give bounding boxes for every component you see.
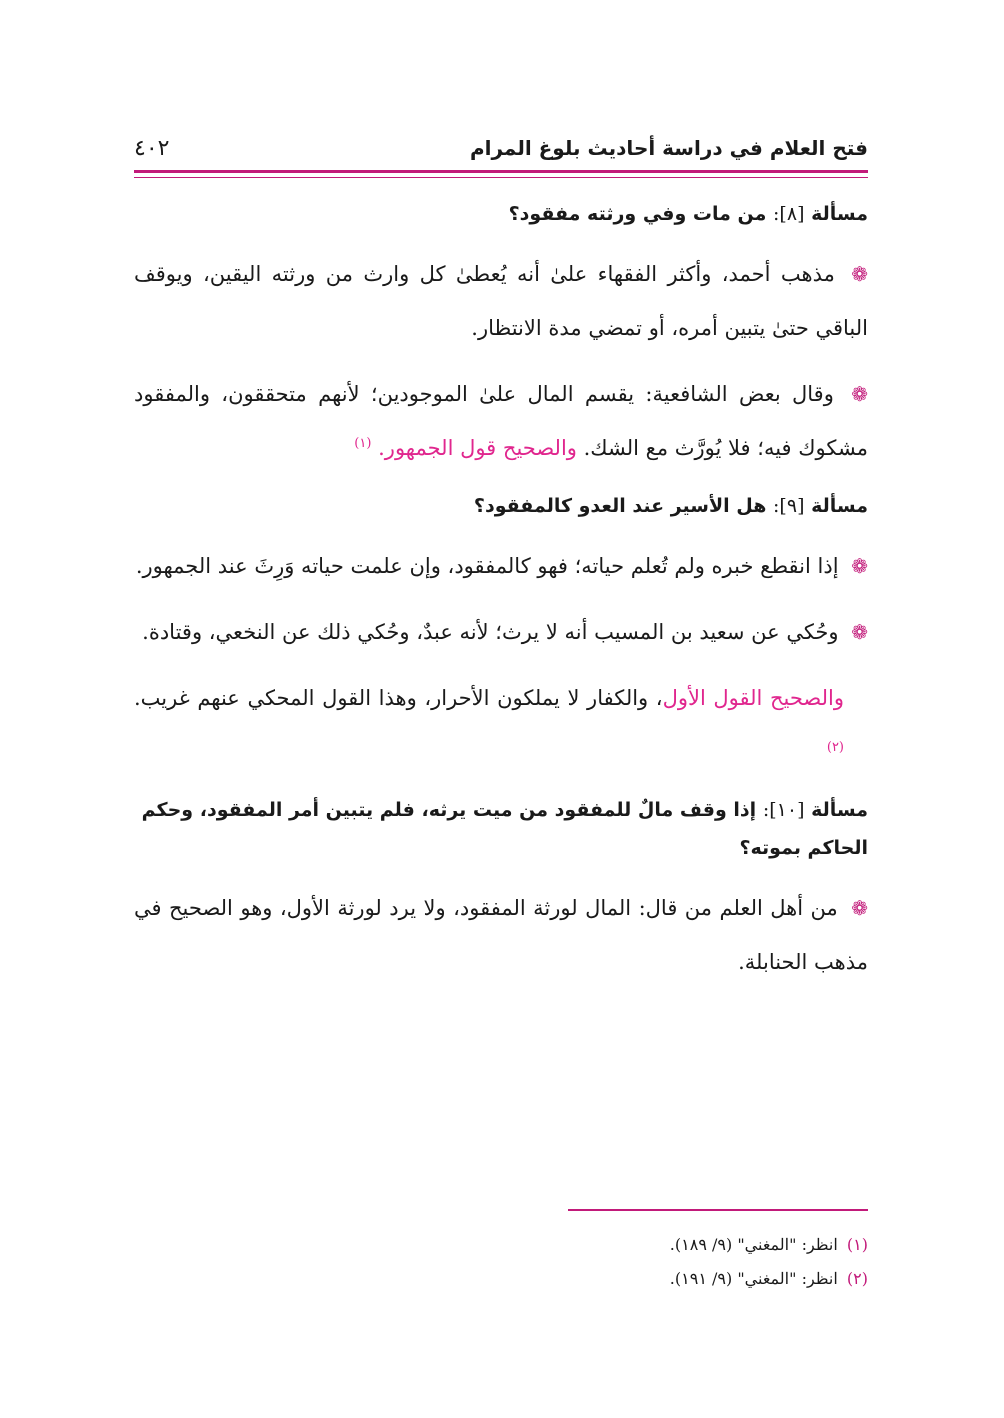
flower-bullet-icon: ❁ (851, 382, 868, 406)
paragraph (134, 671, 868, 779)
paragraph-text: مذهب أحمد، وأكثر الفقهاء علىٰ أنه يُعطىٰ كل وارث من ورثته اليقين، ويوقف الباقي حتىٰ يتبين أمره، أو تمضي مدة الانتظار. (134, 262, 868, 340)
footnotes (134, 1228, 868, 1296)
footnote-number: (٢) (846, 1269, 868, 1288)
paragraph (134, 367, 868, 475)
paragraph (134, 605, 868, 659)
footnote-text: انظر: "المغني" (٩/ ١٩١). (669, 1269, 838, 1288)
paragraph (134, 881, 868, 989)
footnote-reference[interactable]: (١) (354, 436, 372, 451)
highlighted-ruling: والصحيح قول الجمهور. (378, 436, 577, 460)
question-number: [٩]: (773, 495, 805, 517)
running-head (134, 128, 868, 168)
question-heading-8 (134, 195, 868, 233)
page-content (134, 195, 868, 1001)
question-heading-9 (134, 487, 868, 525)
header-rule-thin (134, 177, 868, 178)
book-title: فتح العلام في دراسة أحاديث بلوغ المرام (469, 136, 868, 160)
footnote-item (134, 1262, 868, 1296)
question-text: إذا وقف مالٌ للمفقود من ميت يرثه، فلم يتبين أمر المفقود، وحكم الحاكم بموته؟ (141, 799, 868, 859)
paragraph (134, 247, 868, 355)
footnote-item (134, 1228, 868, 1262)
question-text: من مات وفي ورثته مفقود؟ (508, 203, 767, 225)
footnote-reference[interactable]: (٢) (826, 740, 844, 755)
footnote-number: (١) (846, 1235, 868, 1254)
footnote-text: انظر: "المغني" (٩/ ١٨٩). (669, 1235, 838, 1254)
paragraph-text: من أهل العلم من قال: المال لورثة المفقود، ولا يرد لورثة الأول، وهو الصحيح في مذهب الحنابلة. (134, 896, 868, 974)
flower-bullet-icon: ❁ (851, 262, 868, 286)
paragraph-text: وحُكي عن سعيد بن المسيب أنه لا يرث؛ لأنه عبدٌ، وحُكي ذلك عن النخعي، وقتادة. (142, 620, 839, 644)
paragraph-text: إذا انقطع خبره ولم تُعلم حياته؛ فهو كالمفقود، وإن علمت حياته وَرِثَ عند الجمهور. (135, 554, 839, 578)
paragraph-text: ، والكفار لا يملكون الأحرار، وهذا القول المحكي عنهم غريب. (134, 686, 663, 710)
flower-bullet-icon: ❁ (851, 554, 868, 578)
paragraph (134, 539, 868, 593)
question-number: [٨]: (773, 203, 805, 225)
footnote-separator (568, 1209, 868, 1211)
header-rule-thick (134, 170, 868, 173)
question-label: مسألة (811, 495, 868, 517)
book-page (134, 0, 868, 1418)
question-label: مسألة (811, 799, 868, 821)
flower-bullet-icon: ❁ (851, 620, 868, 644)
question-label: مسألة (811, 203, 868, 225)
page-number: ٤٠٢ (134, 135, 170, 161)
highlighted-ruling: والصحيح القول الأول (662, 686, 844, 710)
question-number: [١٠]: (762, 799, 805, 821)
question-heading-10 (134, 791, 868, 867)
question-text: هل الأسير عند العدو كالمفقود؟ (473, 495, 767, 517)
paragraph-text: وقال بعض الشافعية: يقسم المال علىٰ الموجودين؛ لأنهم متحققون، والمفقود مشكوك فيه؛ فلا يُورَّث مع الشك. (134, 382, 868, 460)
flower-bullet-icon: ❁ (851, 896, 868, 920)
